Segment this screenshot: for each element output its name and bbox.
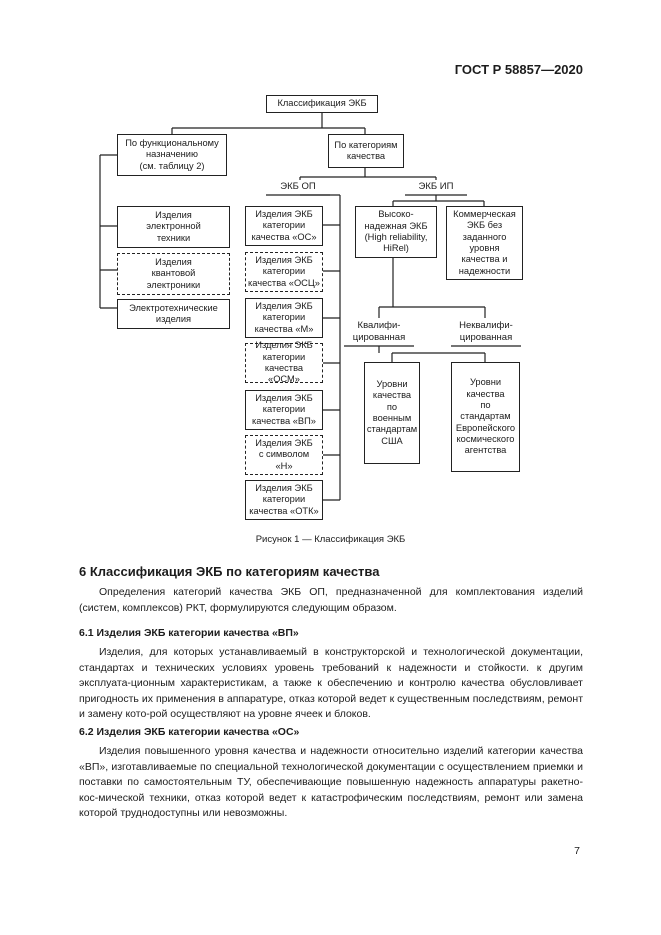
ekb-ip-label: ЭКБ ИП xyxy=(418,181,454,192)
commercial-box: Коммерческая ЭКБ без заданного уровня качества и надежности xyxy=(446,206,523,280)
esa-levels-box: Уровни качества по стандартам Европейского космического агентства xyxy=(451,362,520,472)
section-6-1-text: Изделия, для которых устанавливаемый в конструкторской и технологической документации, стандартах и технических условиях уровень требований к надежности и стойкости. к другим эксплуата-ционным характеристикам, а также к обеспечению и контролю качества обусловливает пригодность их применения в аппаратуре, отказ которой ведет к существенным последствиям, ремонт и замену кото-рой осуществляют на уровне ячеек и блоков. xyxy=(79,646,583,721)
op-item-otk: Изделия ЭКБ категории качества «ОТК» xyxy=(245,480,323,520)
standard-header: ГОСТ Р 58857—2020 xyxy=(454,62,583,77)
op-item-osc: Изделия ЭКБ категории качества «ОСЦ» xyxy=(245,252,323,292)
section-6-title: 6 Классификация ЭКБ по категориям качества xyxy=(79,564,380,579)
ekb-op-label: ЭКБ ОП xyxy=(280,181,316,192)
figure-caption: Рисунок 1 — Классификация ЭКБ xyxy=(255,534,406,545)
op-item-m: Изделия ЭКБ категории качества «М» xyxy=(245,298,323,338)
page-number: 7 xyxy=(574,845,580,857)
op-item-n: Изделия ЭКБ с символом «Н» xyxy=(245,435,323,475)
by-function-box: По функциональному назначению (см. таблицу 2) xyxy=(117,134,227,176)
op-item-os: Изделия ЭКБ категории качества «ОС» xyxy=(245,206,323,246)
by-quality-box: По категориям качества xyxy=(328,134,404,168)
func-item-electronic: Изделия электронной техники xyxy=(117,206,230,248)
section-6-2-text: Изделия повышенного уровня качества и надежности относительно изделий категории качества «ВП», изготавливаемые по специальной технологической документации с осуществлением приемки и поставки по самостоятельным ТУ, обеспечивающие повышенную надежность аппаратуры ракетно-кос-мической техники, отказ которой ведет к катастрофическим последствиям, ремонт или замена которой труднодоступны или невозможны. xyxy=(79,745,583,820)
high-reliability-box: Высоко- надежная ЭКБ (High reliability, HiRel) xyxy=(355,206,437,258)
unqualified-label: Неквалифи- цированная xyxy=(459,320,513,343)
func-item-electrotechnical: Электротехнические изделия xyxy=(117,299,230,329)
func-item-quantum: Изделия квантовой электроники xyxy=(117,253,230,295)
section-6-2-title: 6.2 Изделия ЭКБ категории качества «ОС» xyxy=(79,726,300,738)
section-6-intro: Определения категорий качества ЭКБ ОП, предназначенной для комплектования изделий (систем, комплексов) РКТ, формулируются следующим образом. xyxy=(79,586,583,614)
op-item-osm: Изделия ЭКБ категории качества «ОСМ» xyxy=(245,343,323,383)
op-item-vp: Изделия ЭКБ категории качества «ВП» xyxy=(245,390,323,430)
root-classification-box: Классификация ЭКБ xyxy=(266,95,378,113)
usa-levels-box: Уровни качества по военным стандартам США xyxy=(364,362,420,464)
section-6-1-title: 6.1 Изделия ЭКБ категории качества «ВП» xyxy=(79,627,299,639)
qualified-label: Квалифи- цированная xyxy=(352,320,406,343)
